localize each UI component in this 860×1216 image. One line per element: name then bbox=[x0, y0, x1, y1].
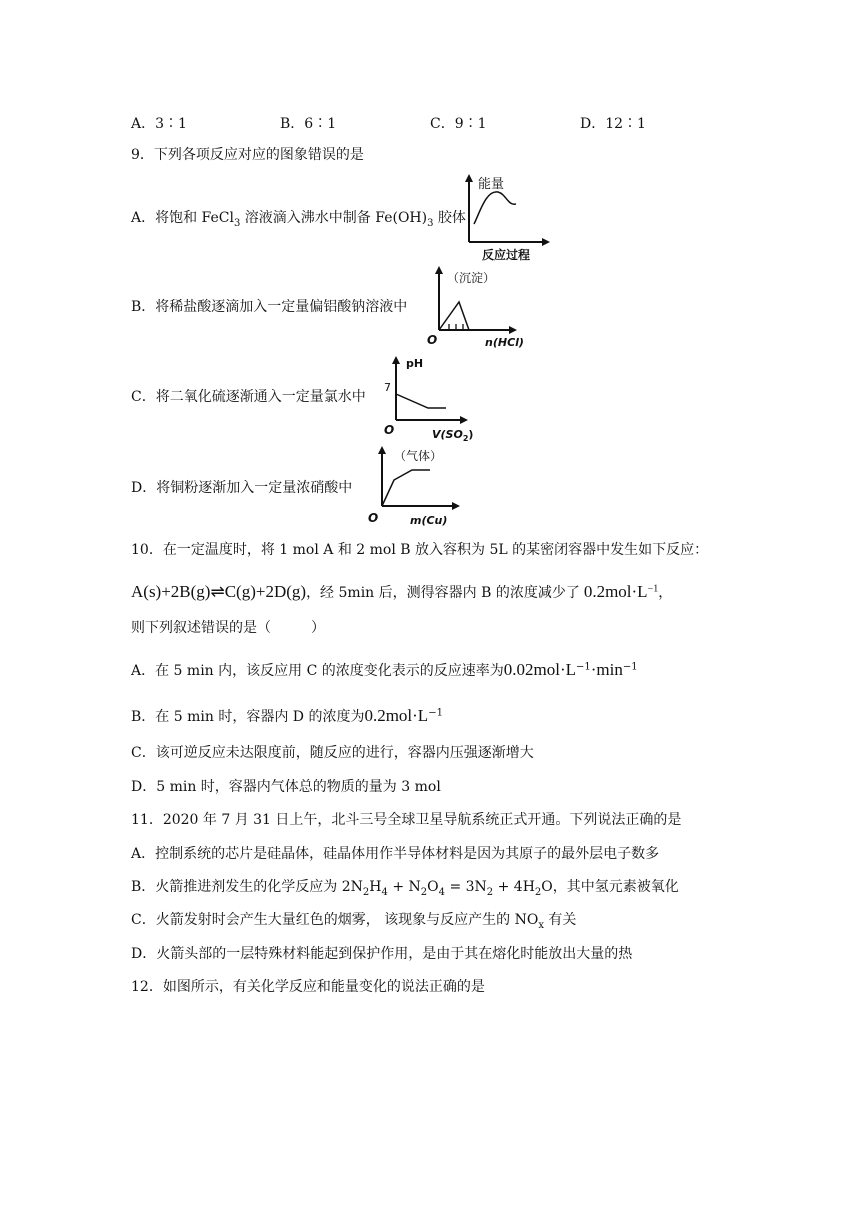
q8-option-d: D．12∶1 bbox=[580, 116, 646, 132]
q11-option-b: B．火箭推进剂发生的化学反应为 $2N_2H_4 + N_2O_4 = 3N_2 + 4H_2O$，其中氢元素被氧化 bbox=[131, 879, 679, 898]
q10-option-a: A．在 5 min 内，该反应用 C 的浓度变化表示的反应速率为$0.02mol\cdot L^{-1}\cdot\min^{-1}$ bbox=[131, 660, 638, 679]
q9-graph-b bbox=[427, 264, 527, 350]
q10-equation-line: A(s)+2B(g)⇌C(g)+2D(g)，经 5min 后，测得容器内 B 的浓度减少了 $0.2mol\cdot L^{-1}$， bbox=[131, 582, 673, 601]
q8-option-a: A．3∶1 bbox=[131, 116, 187, 132]
q10-equation: A(s)+2B(g)⇌C(g)+2D(g) bbox=[131, 582, 307, 601]
q11-stem: 11．2020 年 7 月 31 日上午，北斗三号全球卫星导航系统正式开通。下列说法正确的是 bbox=[131, 812, 682, 828]
graph-a-x-label: 反应过程 bbox=[482, 248, 531, 262]
q11-option-a: A．控制系统的芯片是硅晶体，硅晶体用作半导体材料是因为其原子的最外层电子数多 bbox=[131, 846, 660, 862]
q10-question: 则下列叙述错误的是（ ） bbox=[131, 620, 325, 636]
q10-option-b: B．在 5 min 时，容器内 D 的浓度为$0.2mol\cdot L^{-1}$ bbox=[131, 706, 443, 725]
q9-option-c: C．将二氧化硫逐渐通入一定量氯水中 bbox=[131, 389, 366, 405]
q10-option-d: D．5 min 时，容器内气体总的物质的量为 3 mol bbox=[131, 779, 441, 795]
q9-stem: 9．下列各项反应对应的图象错误的是 bbox=[131, 147, 364, 163]
q9-graph-c bbox=[368, 354, 473, 442]
q10-option-c: C．该可逆反应未达限度前，随反应的进行，容器内压强逐渐增大 bbox=[131, 745, 534, 761]
graph-c-origin: O bbox=[384, 423, 395, 437]
q8-option-c: C．9∶1 bbox=[430, 116, 487, 132]
graph-d-y-label: （气体） bbox=[394, 449, 443, 463]
graph-c-x-label: $V(SO_2)$ bbox=[432, 428, 474, 443]
q12-stem: 12．如图所示，有关化学反应和能量变化的说法正确的是 bbox=[131, 979, 485, 995]
graph-c-tick-7: 7 bbox=[384, 381, 391, 394]
q9-option-b: B．将稀盐酸逐滴加入一定量偏铝酸钠溶液中 bbox=[131, 299, 408, 315]
q10-stem: 10．在一定温度时，将 1 mol A 和 2 mol B 放入容积为 5L 的某密闭容器中发生如下反应： bbox=[131, 542, 709, 558]
graph-b-x-label: n(HCl) bbox=[485, 336, 524, 349]
q9-option-d: D．将铜粉逐渐加入一定量浓硝酸中 bbox=[131, 480, 353, 496]
graph-b-origin: O bbox=[427, 333, 438, 347]
q9-graph-d bbox=[364, 444, 469, 532]
q9-option-a: A．将饱和 FeCl$_3$ 溶液滴入沸水中制备 $Fe(OH)_3$ 胶体 bbox=[131, 210, 466, 229]
graph-b-y-label: （沉淀） bbox=[447, 271, 496, 285]
graph-d-x-label: m(Cu) bbox=[410, 514, 448, 527]
q8-option-b: B．6∶1 bbox=[280, 116, 337, 132]
graph-a-y-label: 能量 bbox=[478, 177, 505, 192]
q11-option-d: D．火箭头部的一层特殊材料能起到保护作用，是由于其在熔化时能放出大量的热 bbox=[131, 946, 633, 962]
q9-graph-a bbox=[462, 172, 552, 262]
graph-d-origin: O bbox=[368, 511, 379, 525]
q11-option-c: C．火箭发射时会产生大量红色的烟雾， 该现象与反应产生的 $NO_x$ 有关 bbox=[131, 912, 577, 931]
graph-c-y-label: pH bbox=[406, 357, 424, 370]
